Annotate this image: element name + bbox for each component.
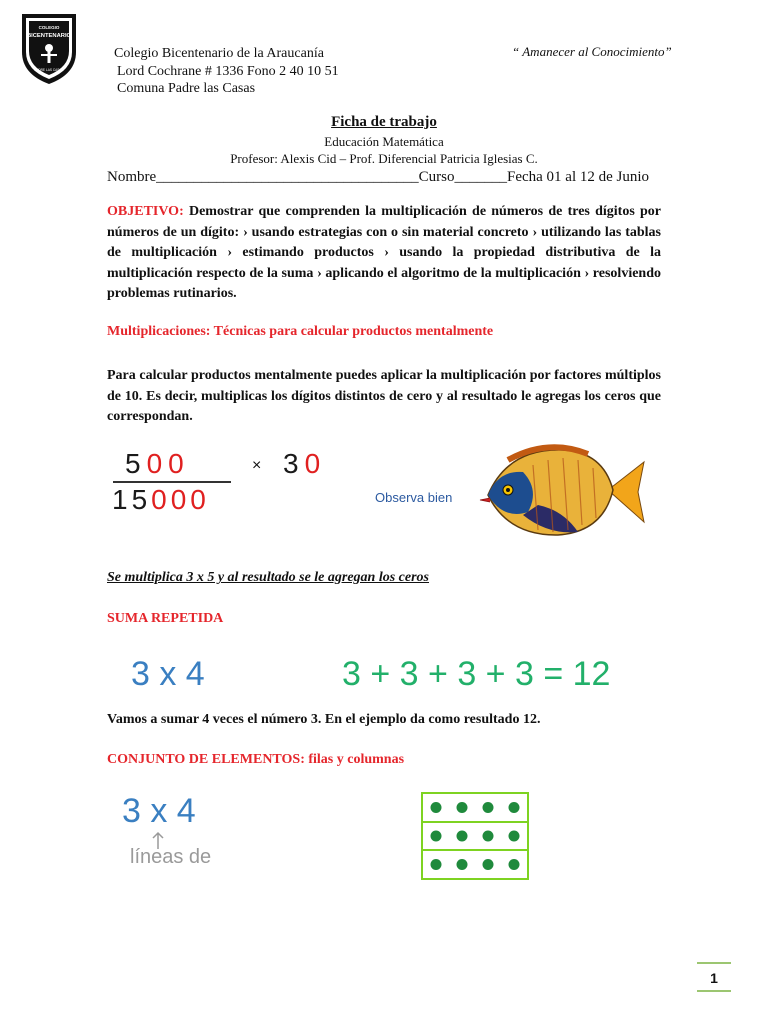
product-digits: 15	[112, 484, 152, 515]
page-title: Ficha de trabajo	[331, 114, 437, 130]
multiplication-note: Se multiplica 3 x 5 y al resultado se le agregan los ceros	[107, 570, 429, 585]
repeated-sum-expression: 3 x 4	[131, 655, 205, 693]
times-sign: ×	[252, 457, 262, 474]
array-dot	[431, 802, 442, 813]
mental-paragraph: Para calcular productos mentalmente puedes aplicar la multiplicación por factores múltiplos de 10. Es decir, multiplicas los dígitos distintos de cero y al resultado le agregas los ceros que correspondan.	[107, 368, 661, 424]
factor1-zeros: 00	[146, 448, 190, 479]
teachers-line: Profesor: Alexis Cid – Prof. Diferencial Patricia Iglesias C.	[230, 151, 538, 166]
school-motto: “ Amanecer al Conocimiento”	[512, 44, 672, 59]
array-dot	[431, 859, 442, 870]
array-dot	[483, 802, 494, 813]
factor1-digit: 5	[125, 448, 147, 479]
product-zeros: 000	[151, 484, 210, 515]
school-name: Colegio Bicentenario de la Araucanía	[114, 46, 324, 61]
product-15000	[112, 484, 210, 516]
school-logo	[19, 10, 79, 86]
fish-illustration	[468, 440, 648, 545]
array-dot	[483, 859, 494, 870]
factor2-zeros: 0	[304, 448, 327, 479]
multiplication-divider	[113, 481, 231, 483]
section-heading-sets: CONJUNTO DE ELEMENTOS: filas y columnas	[107, 752, 405, 767]
logo-main-text: BICENTENARIO	[26, 33, 72, 39]
array-dot	[431, 831, 442, 842]
array-dot	[457, 831, 468, 842]
section-heading-repeated-sum: SUMA REPETIDA	[107, 611, 224, 626]
factor-500	[125, 448, 190, 480]
dot-array-grid	[421, 792, 529, 880]
school-commune: Comuna Padre las Casas	[117, 81, 256, 96]
logo-bottom-text: PADRE LAS CASAS	[34, 68, 64, 72]
logo-top-text: COLEGIO	[38, 25, 60, 30]
repeated-sum-explanation: Vamos a sumar 4 veces el número 3. En el ejemplo da como resultado 12.	[107, 712, 541, 727]
lines-label: líneas de	[130, 846, 212, 868]
array-dot	[509, 859, 520, 870]
subject-line: Educación Matemática	[324, 134, 444, 149]
array-dot	[457, 802, 468, 813]
array-dot	[483, 831, 494, 842]
sets-expression: 3 x 4	[122, 792, 196, 830]
form-line: Nombre___________________________________Curso_______Fecha 01 al 12 de Junio	[107, 169, 650, 185]
array-dot	[509, 802, 520, 813]
factor-30	[283, 448, 326, 480]
repeated-sum-equation: 3 + 3 + 3 + 3 = 12	[342, 655, 611, 693]
page-number: 1	[710, 970, 718, 986]
section-heading-mental: Multiplicaciones: Técnicas para calcular productos mentalmente	[107, 324, 494, 339]
factor2-digit: 3	[283, 448, 305, 479]
objective-text: Demostrar que comprenden la multiplicación de números de tres dígitos por números de un dígito: › usando estrategias con o sin material concreto › utilizando las tablas de multiplicación › estimando productos › usando la propiedad distributiva de la multiplicación respecto de la suma › aplicando el algoritmo de la multiplicación › resolviendo problemas rutinarios.	[107, 204, 661, 301]
array-dot	[457, 859, 468, 870]
objective-paragraph	[107, 202, 661, 305]
array-dot	[509, 831, 520, 842]
objective-label: OBJETIVO:	[107, 204, 184, 219]
observe-label: Observa bien	[375, 490, 453, 505]
school-address: Lord Cochrane # 1336 Fono 2 40 10 51	[117, 64, 339, 79]
